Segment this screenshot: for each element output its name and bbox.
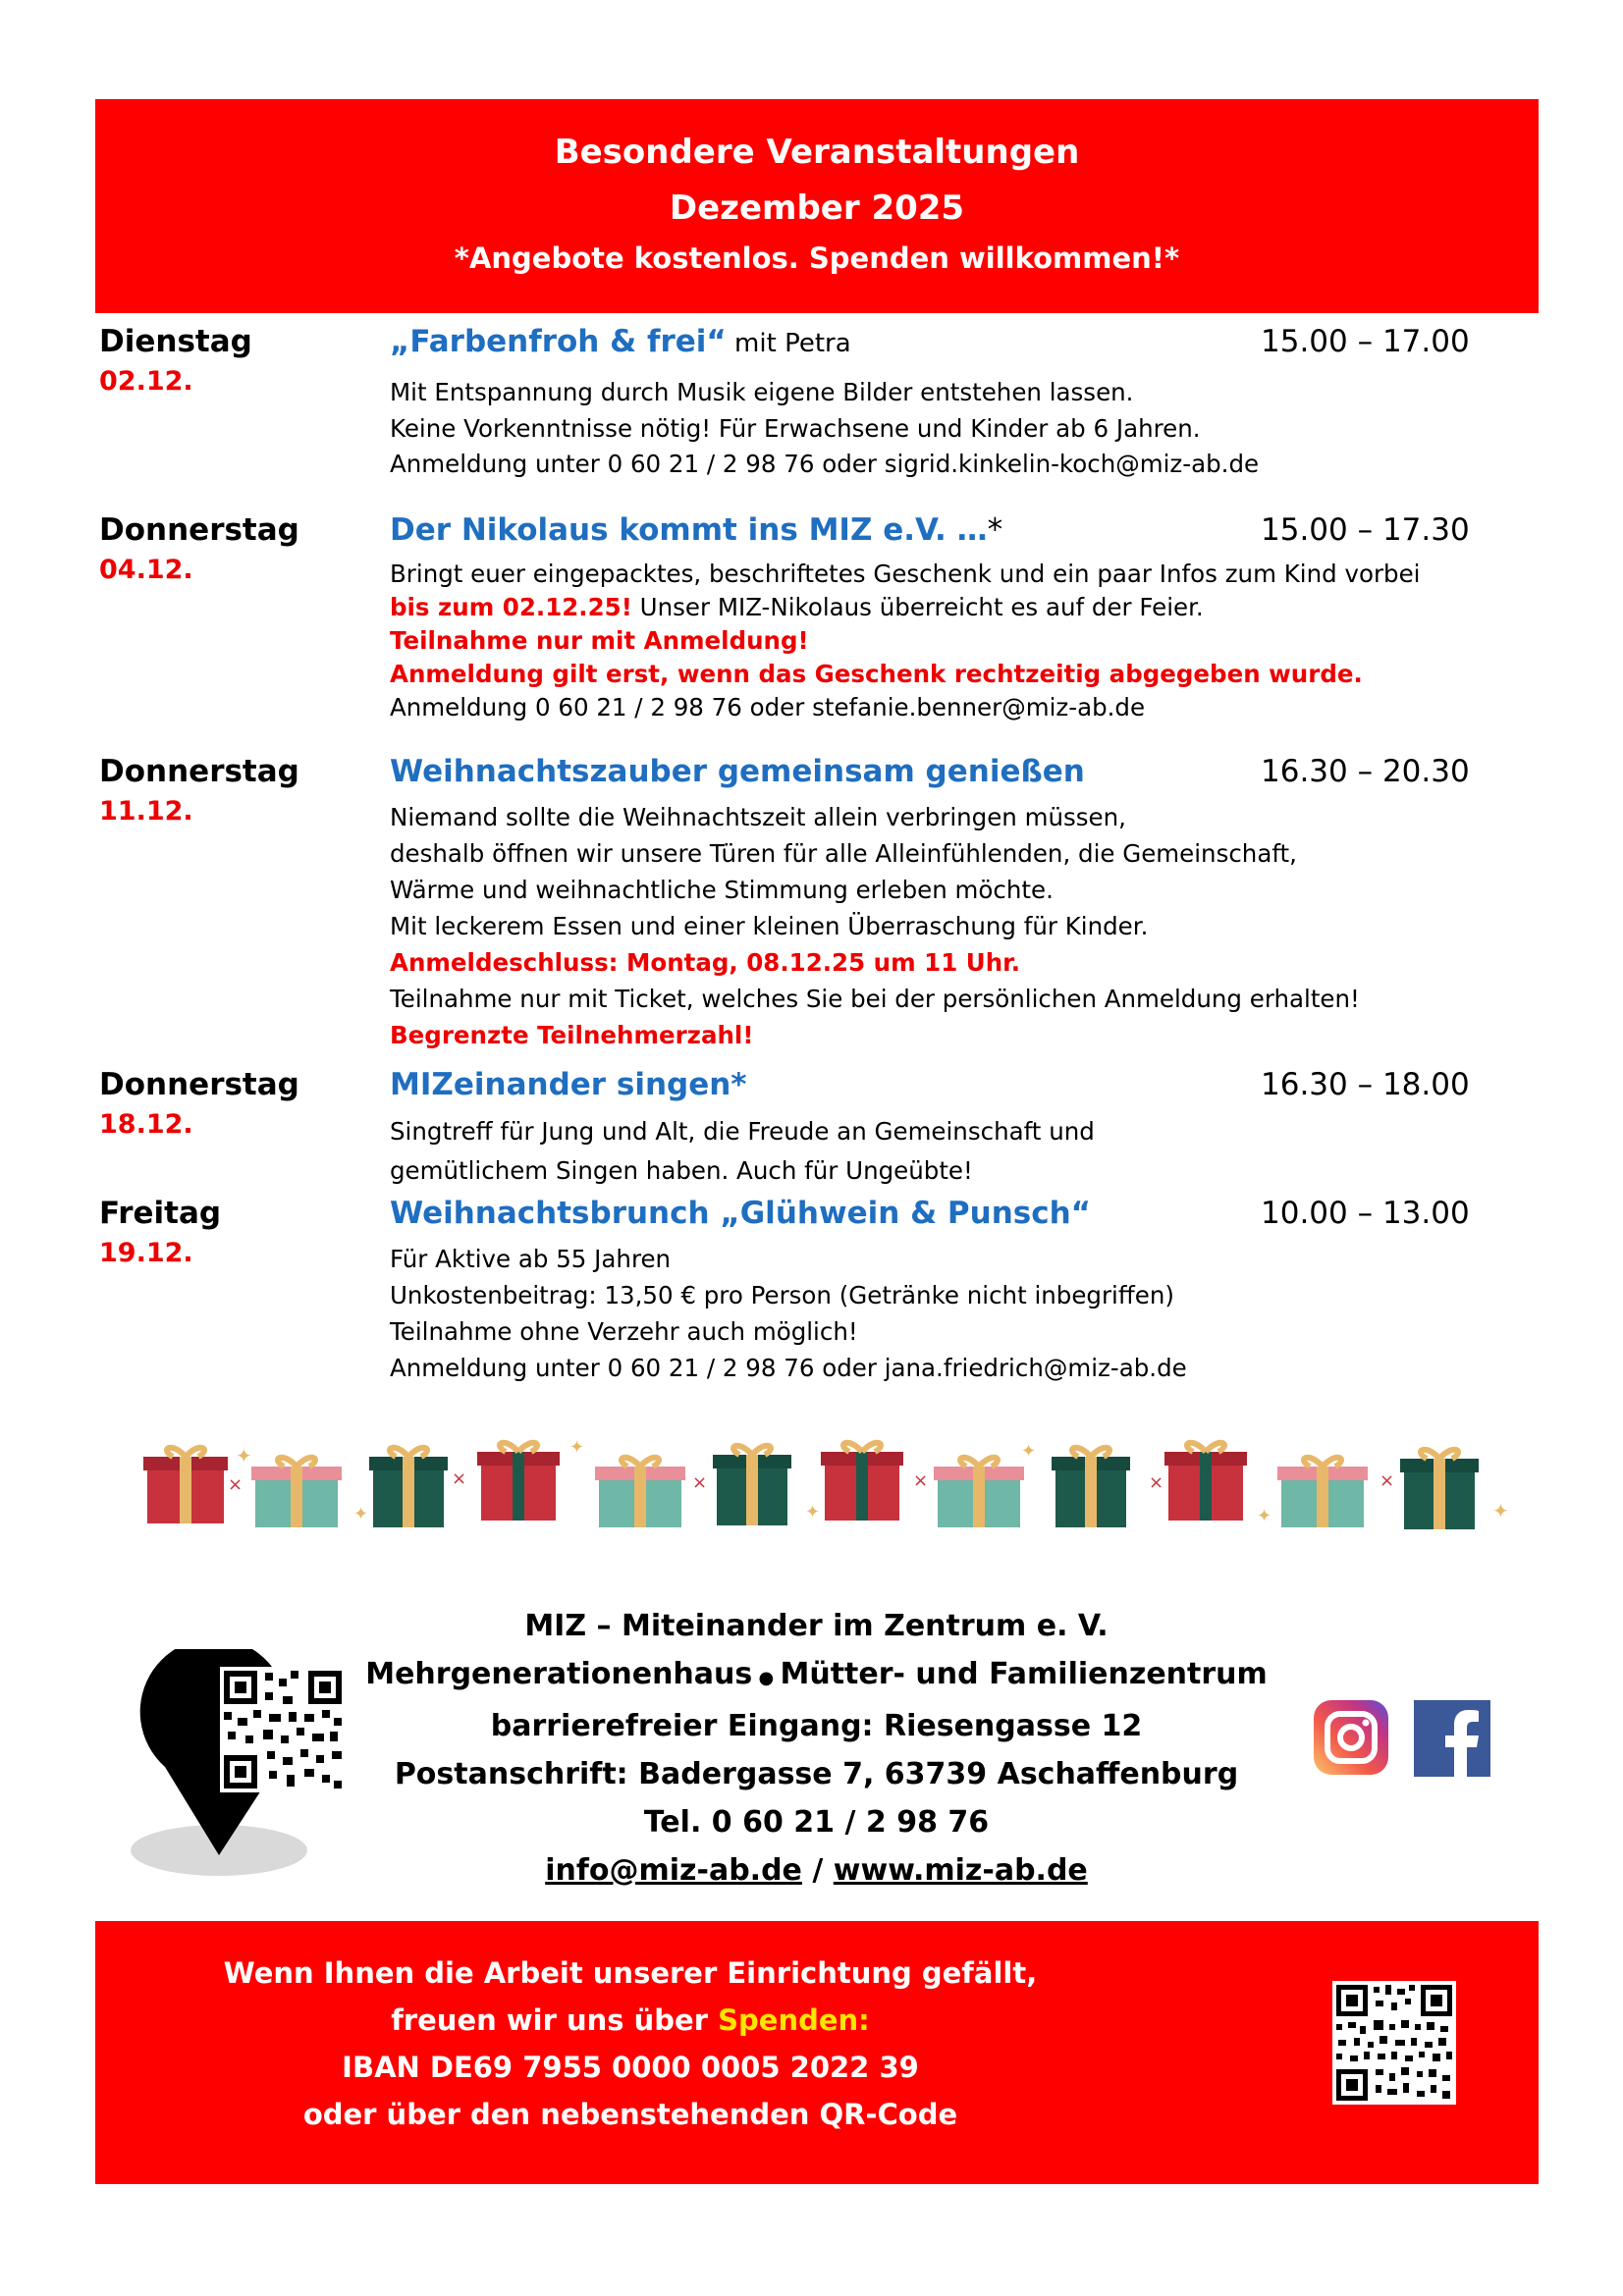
event-date: 11.12. (99, 796, 193, 827)
donation-line (95, 2003, 1165, 2037)
phone-number: Tel. 0 60 21 / 2 98 76 (643, 1805, 990, 1840)
event-date: 04.12. (99, 555, 193, 585)
svg-text:✦: ✦ (1021, 1441, 1037, 1462)
event-line-highlight: Teilnahme nur mit Anmeldung! (390, 626, 809, 655)
header-banner (95, 99, 1539, 313)
event-line: Keine Vorkenntnisse nötig! Für Erwachsene und Kinder ab 6 Jahren. (390, 413, 1201, 443)
facebook-icon[interactable] (1414, 1700, 1490, 1777)
svg-text:×: × (452, 1468, 467, 1489)
donation-highlight: Spenden: (718, 2003, 870, 2037)
event-line: Bringt euer eingepacktes, beschriftetes Geschenk und ein paar Infos zum Kind vorbei (390, 560, 1421, 588)
event-line: Niemand sollte die Weihnachtszeit allein verbringen müssen, (390, 803, 1126, 831)
donation-line: oder über den nebenstehenden QR-Code (302, 2098, 958, 2131)
svg-text:×: × (1380, 1470, 1395, 1491)
event-date: 02.12. (99, 366, 193, 397)
event-line: deshalb öffnen wir unsere Türen für alle Alleinfühlenden, die Gemeinschaft, (390, 839, 1297, 868)
iban: IBAN DE69 7955 0000 0005 2022 39 (342, 2051, 919, 2084)
svg-text:✦: ✦ (1257, 1506, 1272, 1526)
event-title: Weihnachtsbrunch „Glühwein & Punsch“ (390, 1196, 1092, 1231)
svg-text:×: × (1149, 1472, 1164, 1493)
email-link[interactable]: info@miz-ab.de (545, 1853, 802, 1888)
org-name: MIZ – Miteinander im Zentrum e. V. (524, 1609, 1109, 1643)
event-line: Teilnahme ohne Verzehr auch möglich! (390, 1317, 858, 1346)
event-line: Anmeldung 0 60 21 / 2 98 76 oder stefanie.benner@miz-ab.de (390, 693, 1146, 721)
event-line: Anmeldung unter 0 60 21 / 2 98 76 oder jana.friedrich@miz-ab.de (390, 1354, 1187, 1382)
event-time: 16.30 – 20.30 (1261, 754, 1470, 789)
postal-address: Postanschrift: Badergasse 7, 63739 Aschaffenburg (394, 1757, 1239, 1791)
header-month: Dezember 2025 (669, 188, 965, 228)
event-line: Teilnahme nur mit Ticket, welches Sie bei der persönlichen Anmeldung erhalten! (390, 985, 1360, 1013)
donation-line: Wenn Ihnen die Arbeit unserer Einrichtung gefällt, (223, 1956, 1038, 1990)
event-description (390, 1112, 1529, 1191)
event-day: Donnerstag (99, 1067, 299, 1102)
event-title-star: * (987, 512, 1003, 548)
event-description (390, 1241, 1529, 1386)
qr-code (1332, 1981, 1456, 2105)
gift-icon (713, 1446, 791, 1525)
event-title-suffix: mit Petra (726, 329, 851, 358)
event-day: Donnerstag (99, 754, 299, 789)
svg-text:×: × (692, 1472, 708, 1493)
event-time: 10.00 – 13.00 (1261, 1196, 1470, 1231)
event-line-text: Unser MIZ-Nikolaus überreicht es auf der Feier. (631, 593, 1204, 621)
event-date: 19.12. (99, 1238, 193, 1268)
entrance-address: barrierefreier Eingang: Riesengasse 12 (490, 1709, 1143, 1743)
event-line-highlight: Anmeldeschluss: Montag, 08.12.25 um 11 Uhr. (390, 948, 1021, 977)
gift-icon (1400, 1450, 1479, 1529)
contact-block (295, 1602, 1338, 1895)
header-title: Besondere Veranstaltungen (554, 133, 1080, 172)
event-title: MIZeinander singen* (390, 1067, 747, 1102)
gift-icon (1277, 1458, 1368, 1527)
svg-text:✦: ✦ (805, 1502, 821, 1522)
link-separator: / (801, 1853, 834, 1888)
org-house-b: Mütter- und Familienzentrum (780, 1657, 1268, 1691)
gift-icon (1164, 1443, 1247, 1521)
event-line: Mit Entspannung durch Musik eigene Bilder entstehen lassen. (390, 378, 1134, 406)
event-line: Anmeldung unter 0 60 21 / 2 98 76 oder sigrid.kinkelin-koch@miz-ab.de (390, 450, 1260, 478)
gift-icon (251, 1458, 342, 1527)
event-line-highlight: Begrenzte Teilnehmerzahl! (390, 1021, 754, 1049)
donation-banner (95, 1921, 1539, 2184)
event-time: 16.30 – 18.00 (1261, 1067, 1470, 1102)
gift-icon (369, 1448, 448, 1527)
event-line: Wärme und weihnachtliche Stimmung erleben möchte. (390, 876, 1054, 904)
gift-border-decoration (137, 1423, 1512, 1541)
org-house-a: Mehrgenerationenhaus (365, 1657, 753, 1691)
event-title (390, 512, 1002, 548)
event-title: Weihnachtszauber gemeinsam genießen (390, 754, 1085, 789)
event-description (390, 558, 1529, 724)
donation-text: freuen wir uns über (391, 2003, 719, 2037)
gift-icon (477, 1443, 560, 1521)
event-line: gemütlichem Singen haben. Auch für Ungeübte! (390, 1156, 973, 1185)
event-line: Unkostenbeitrag: 13,50 € pro Person (Getränke nicht inbegriffen) (390, 1281, 1174, 1309)
event-time: 15.00 – 17.00 (1261, 324, 1470, 359)
event-line: Singtreff für Jung und Alt, die Freude an Gemeinschaft und (390, 1117, 1095, 1146)
gift-icon (934, 1458, 1024, 1527)
event-day: Donnerstag (99, 512, 299, 548)
event-title-text: „Farbenfroh & frei“ (390, 324, 727, 359)
event-line: Für Aktive ab 55 Jahren (390, 1245, 672, 1273)
event-day: Freitag (99, 1196, 222, 1231)
svg-text:✦: ✦ (353, 1504, 369, 1524)
event-title (390, 324, 851, 359)
instagram-icon[interactable] (1314, 1700, 1388, 1775)
event-time: 15.00 – 17.30 (1261, 512, 1470, 548)
event-date: 18.12. (99, 1109, 193, 1140)
svg-text:×: × (913, 1470, 929, 1491)
header-note: *Angebote kostenlos. Spenden willkommen!* (454, 241, 1180, 275)
event-line (390, 591, 1529, 624)
social-icons (1312, 1698, 1494, 1779)
svg-text:✦: ✦ (236, 1444, 252, 1468)
gift-icon (821, 1443, 903, 1521)
event-description (390, 799, 1529, 1053)
event-line-highlight: Anmeldung gilt erst, wenn das Geschenk rechtzeitig abgegeben wurde. (390, 660, 1363, 688)
svg-text:✦: ✦ (569, 1437, 585, 1458)
org-description (295, 1650, 1338, 1702)
contact-links (295, 1846, 1338, 1895)
gift-icon (143, 1448, 228, 1523)
gift-icon (1052, 1448, 1130, 1527)
gift-icon (595, 1458, 685, 1527)
svg-text:×: × (228, 1474, 243, 1495)
svg-text:✦: ✦ (1492, 1499, 1509, 1522)
event-description (390, 375, 1529, 483)
event-day: Dienstag (99, 324, 252, 359)
bullet-separator: ● (752, 1668, 781, 1688)
event-title-text: Der Nikolaus kommt ins MIZ e.V. … (390, 512, 988, 548)
event-line: Mit leckerem Essen und einer kleinen Überraschung für Kinder. (390, 912, 1149, 940)
event-line-highlight: bis zum 02.12.25! (390, 593, 632, 621)
website-link[interactable]: www.miz-ab.de (833, 1853, 1088, 1888)
